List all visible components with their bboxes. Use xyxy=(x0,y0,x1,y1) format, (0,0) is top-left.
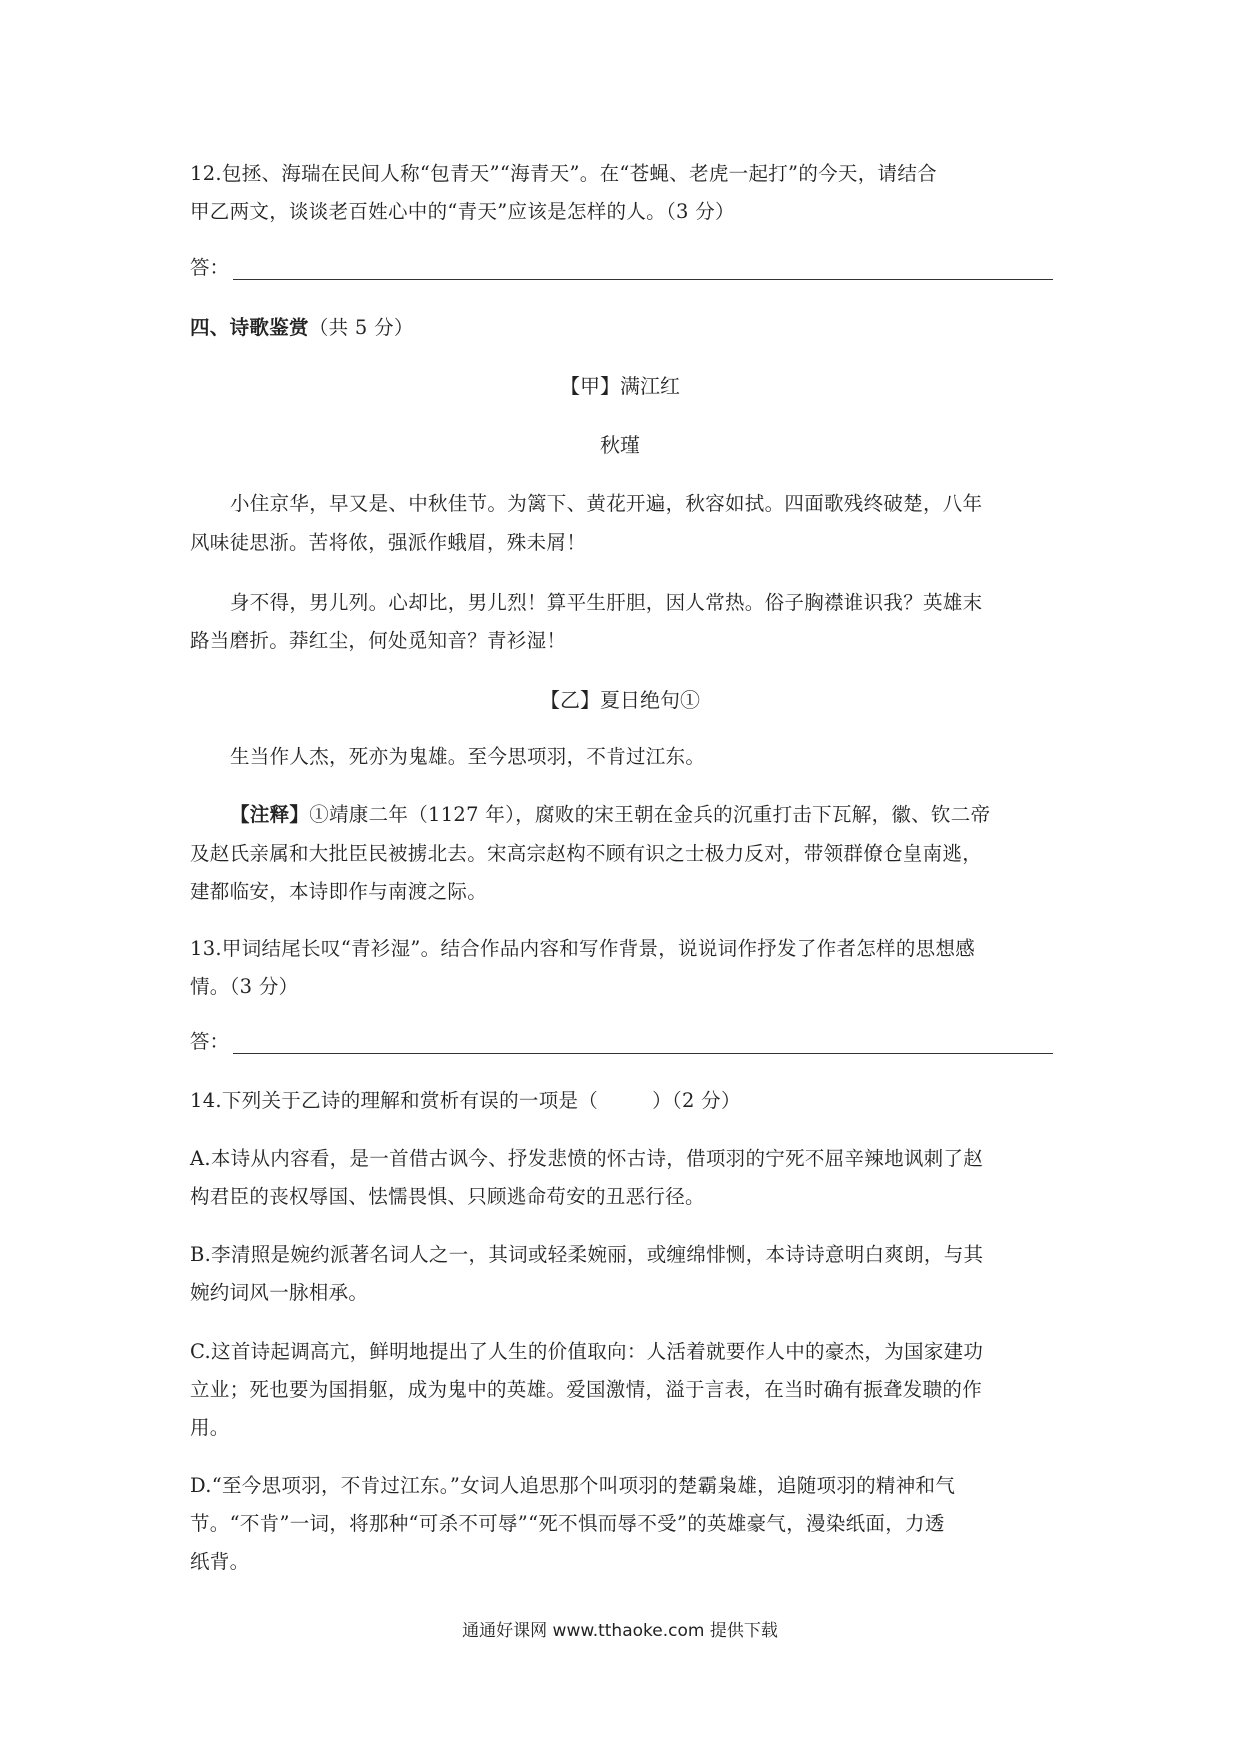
q13-answer-row xyxy=(190,1026,1053,1054)
poem1-author: 秋瑾 xyxy=(600,433,640,457)
q13-line-1: 13.甲词结尾长叹“青衫湿”。结合作品内容和写作背景，说说词作抒发了作者怎样的思想感 xyxy=(190,937,976,960)
poem1-title: 【甲】满江红 xyxy=(560,374,680,398)
q12-answer-label: 答： xyxy=(190,256,230,279)
poem2-title: 【乙】夏日绝句① xyxy=(540,688,700,712)
note-line-3: 建都临安，本诗即作与南渡之际。 xyxy=(190,880,488,903)
poem1-stanza2-line2: 路当磨折。莽红尘，何处觅知音？青衫湿！ xyxy=(190,629,567,652)
q14-option-d-line3: 纸背。 xyxy=(190,1550,250,1573)
q14-stem-before: 14.下列关于乙诗的理解和赏析有误的一项是（ xyxy=(190,1089,599,1112)
q12-line-1: 12.包拯、海瑞在民间人称“包青天”“海青天”。在“苍蝇、老虎一起打”的今天，请结合 xyxy=(190,162,937,185)
q12-line-2: 甲乙两文，谈谈老百姓心中的“青天”应该是怎样的人。（3 分） xyxy=(190,200,735,223)
q14-option-c-line3: 用。 xyxy=(190,1416,230,1439)
page-footer: 通通好课网 www.tthaoke.com 提供下载 xyxy=(462,1621,778,1641)
poem1-stanza1-line2: 风味徒思浙。苦将侬，强派作蛾眉，殊未屑！ xyxy=(190,531,587,554)
q13-line-2: 情。（3 分） xyxy=(190,975,299,998)
q14-option-a-line2: 构君臣的丧权辱国、怯懦畏惧、只顾逃命苟安的丑恶行径。 xyxy=(190,1185,705,1208)
note-line-2: 及赵氏亲属和大批臣民被掳北去。宋高宗赵构不顾有识之士极力反对，带领群僚仓皇南逃， xyxy=(190,842,983,865)
poem1-stanza1-line1: 小住京华，早又是、中秋佳节。为篱下、黄花开遍，秋容如拭。四面歌残终破楚，八年 xyxy=(230,492,983,515)
section-heading-score: （共 5 分） xyxy=(308,316,414,339)
q13-answer-label: 答： xyxy=(190,1030,230,1053)
q14-option-c-line1: C.这首诗起调高亢，鲜明地提出了人生的价值取向：人活着就要作人中的豪杰，为国家建功 xyxy=(190,1340,984,1363)
poem1-stanza2-line1: 身不得，男儿列。心却比，男儿烈！算平生肝胆，因人常热。俗子胸襟谁识我？英雄末 xyxy=(230,591,983,614)
note-line-1-text: ①靖康二年（1127 年），腐败的宋王朝在金兵的沉重打击下瓦解，徽、钦二帝 xyxy=(309,803,991,826)
q14-option-b-line2: 婉约词风一脉相承。 xyxy=(190,1281,369,1304)
q14-option-c-line2: 立业；死也要为国捐躯，成为鬼中的英雄。爱国激情，溢于言表，在当时确有振聋发聩的作 xyxy=(190,1378,983,1401)
q12-answer-row xyxy=(190,252,1053,280)
poem2-text: 生当作人杰，死亦为鬼雄。至今思项羽，不肯过江东。 xyxy=(230,745,706,768)
q14-stem xyxy=(190,1085,741,1113)
q14-option-d-line2: 节。“不肯”一词，将那种“可杀不可辱”“死不惧而辱不受”的英雄豪气，漫染纸面，力透 xyxy=(190,1512,945,1535)
note-label: 【注释】 xyxy=(230,803,310,826)
q13-answer-blank[interactable] xyxy=(233,1035,1053,1054)
q14-option-d-line1: D.“至今思项羽，不肯过江东。”女词人追思那个叫项羽的楚霸枭雄，追随项羽的精神和气 xyxy=(190,1474,956,1497)
q14-option-a-line1: A.本诗从内容看，是一首借古讽今、抒发悲愤的怀古诗，借项羽的宁死不屈辛辣地讽刺了赵 xyxy=(190,1147,984,1170)
q12-answer-blank[interactable] xyxy=(233,261,1053,280)
q14-stem-after: ）（2 分） xyxy=(652,1089,741,1112)
note-line-1 xyxy=(230,799,990,827)
q14-option-b-line1: B.李清照是婉约派著名词人之一，其词或轻柔婉丽，或缠绵悱恻，本诗诗意明白爽朗，与其 xyxy=(190,1243,984,1266)
section-heading xyxy=(190,312,414,340)
section-heading-title: 四、诗歌鉴赏 xyxy=(190,316,309,339)
